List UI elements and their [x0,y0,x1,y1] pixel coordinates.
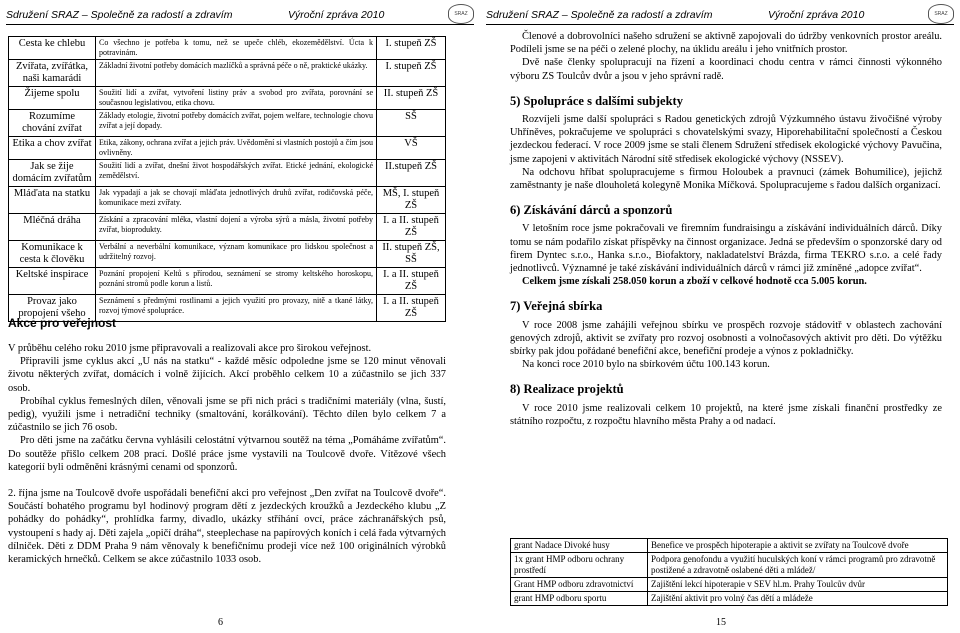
page-number: 6 [218,617,223,628]
table-row [9,137,446,160]
paragraph: V roce 2010 jsme realizovali celkem 10 projektů, na které jsme získali finanční prostředky ze státního rozpočtu, z rozpočtu hlavního města Prahy a od nadací. [510,402,942,427]
program-level: SŠ [377,110,446,137]
grant-name: 1x grant HMP odboru ochrany prostředí [511,553,648,578]
header-report: Výroční zpráva 2010 [288,9,385,21]
page-header [486,6,954,25]
program-topic: Cesta ke chlebu [9,37,96,60]
table-row [9,87,446,110]
table-row [9,160,446,187]
section-heading: 5) Spolupráce s dalšími subjekty [510,93,683,108]
grant-name: Grant HMP odboru zdravotnictví [511,578,648,592]
grant-description: Benefice ve prospěch hipoterapie a aktivit se zvířaty na Toulcově dvoře [648,539,948,553]
program-level: II.stupeň ZŠ [377,160,446,187]
paragraph: Na odchovu hříbat spolupracujeme s firmou Holoubek a pravnuci (zámek Bohumilice), jejichž zaměstnanty je naše dlouholetá kolegyně Monika Míčková. Spolupracujeme s řadou dalších organizací. [510,166,942,192]
table-row [9,60,446,87]
page-header [6,6,474,25]
program-level: I. stupeň ZŠ [377,37,446,60]
page-number: 15 [716,617,726,628]
program-level: I. a II. stupeň ZŠ [377,214,446,241]
section-heading: 6) Získávání dárců a sponzorů [510,203,673,218]
sraz-logo: SRAZ [928,4,954,24]
program-description: Základy etologie, životní potřeby domácích zvířat, pojem welfare, technologie chovu zvířat a její dopady. [96,110,377,137]
program-topic: Rozumíme chování zvířat [9,110,96,137]
paragraph: Pro děti jsme na začátku června vyhlásili celostátní výtvarnou soutěž na téma „Pomáháme zvířatům“. Do soutěže přišlo celkem 208 prací. Došlé práce jsme vystavili na Toulcově dvoře. Vítězové všech kategorií byli odměněni krásnými cenami od sponzorů. [8,435,446,473]
program-table [8,36,446,322]
section-heading: 8) Realizace projektů [510,382,624,397]
header-report: Výroční zpráva 2010 [768,9,865,21]
grant-description: Zajištění lekcí hipoterapie v SEV hl.m. Prahy Toulcův dvůr [648,578,948,592]
table-row [9,187,446,214]
table-row [9,214,446,241]
grant-description: Zajištění aktivit pro volný čas dětí a mládeže [648,592,948,606]
grant-name: grant Nadace Divoké husy [511,539,648,553]
header-org: Sdružení SRAZ – Společně za radostí a zdravím [486,9,713,21]
paragraph: Rozvíjeli jsme další spolupráci s Radou genetických zdrojů Výzkumného ústavu živočišné výroby Uhříněves, pokračujeme ve spolupráci s chovatelskými svazy, Hiporehabilitační společností a Českou jezdeckou federací. V roce 2009 jsme se stali členem Sdružení středisek ekologické výchovy Pavučina, jsme zapojeni v aktivitách Národní sítě středisek ekologické výchovy (NSSEV). [510,114,942,165]
grants-table [510,538,948,606]
paragraph: 2. října jsme na Toulcově dvoře uspořádali benefiční akci pro veřejnost „Den zvířat na Toulcově dvoře“. Součástí bohatého programu byl hodinový program dětí z jezdeckých kroužků a Jezdeckého klubu „Z pohádky do pohádky“, prohlídka farmy, divadlo, ukázky stříhání ovcí, práce záchranářských psů, vystoupení s hady aj. Děti zajela „opičí dráha“, steeplechase na papírových koních i celá řada výtvarných dílniček. Děti z DDM Praha 9 nám věnovaly k benefičnímu prodeji více než 100 originálních výrobků keramických hrnečků. Celkem se akce zúčastnilo 1033 osob. [8,488,446,566]
program-level: II. stupeň ZŠ [377,87,446,110]
paragraph: Na konci roce 2010 bylo na sbírkovém účtu 100.143 korun. [522,359,770,371]
program-topic: Komunikace k cesta k člověku [9,241,96,268]
table-row [9,110,446,137]
sraz-logo: SRAZ [448,4,474,24]
table-row [511,592,948,606]
program-description: Seznámení s předmými rostlinami a jejich využití pro provazy, nitě a tkané látky, rozvoj týmové spolupráce. [96,295,377,322]
program-description: Soužití lidí a zvířat, vytvoření listiny práv a svobod pro zvířata, porovnání se současnou legislativou, etika chovu. [96,87,377,110]
program-level: MŠ, I. stupeň ZŠ [377,187,446,214]
grant-description: Podpora genofondu a využití huculských koní v rámci programů pro zdravotně postižené a zdravotně oslabené děti a mládež/ [648,553,948,578]
program-description: Poznání propojení Keltů s přírodou, seznámení se stromy keltského horoskopu, poznání stromů podle korun a listů. [96,268,377,295]
right-page [480,0,960,633]
section-heading: 7) Veřejná sbírka [510,299,603,314]
table-row [9,37,446,60]
paragraph: Celkem jsme získali 258.050 korun a zboží v celkové hodnotě cca 5.005 korun. [522,276,867,288]
paragraph: Dvě naše členky spolupracují na řízení a koordinaci chodu centra v rámci činnosti výkonného výboru ZS Toulcův dvůr a jsou v jeho správní radě. [510,57,942,82]
section-heading: Akce pro veřejnost [8,316,117,330]
program-description: Získání a zpracování mléka, vlastní dojení a výroba sýrů a másla, životní potřeby zvířat, bioprodukty. [96,214,377,241]
program-topic: Jak se žije domácím zvířatům [9,160,96,187]
program-description: Verbální a neverbální komunikace, význam komunikace pro lidskou společnost a udržitelný rozvoj. [96,241,377,268]
grant-name: grant HMP odboru sportu [511,592,648,606]
paragraph: Připravili jsme cyklus akcí „U nás na statku“ - každé měsíc odpoledne jsme se 120 minut věnovali životu některých zvířat, domácích i volně žijících. Akcí proběhlo celkem 10 a zúčastnilo se jich 337 osob. [8,356,446,394]
table-row [511,539,948,553]
table-row [9,241,446,268]
program-description: Základní životní potřeby domácích mazlíčků a správná péče o ně, praktické ukázky. [96,60,377,87]
paragraph: V letošním roce jsme pokračovali ve firemním fundraisingu a získávání individuálních dárců. Díky tomu se nám podařilo získat příspěvky na činnost organizace. Jedná se především o sponzorské dary od firem Dyntec s.r.o., Hanka s.r.o., Biofaktory, nakladatelství Brázda, firma TEKRO s.r.o. a celé řady jednotlivců. Významné je také získávání individuálních dárců v rámci již zmíněné „adopce zvířat“. [510,223,942,275]
paragraph: Probíhal cyklus řemeslných dílen, věnovali jsme se při nich práci s tradičními materiály (vlna, šustí, pedig), využili jsme i netradiční techniky (smaltování, korálkování). Těchto dílen bylo celkem 7 a zúčastnilo se jich 76 osob. [8,395,446,434]
program-topic: Mláďata na statku [9,187,96,214]
table-row [511,578,948,592]
table-row [9,268,446,295]
paragraph: V roce 2008 jsme zahájili veřejnou sbírku ve prospěch rozvoje stádovitř v oblastech zachování genových zdrojů, aktivit se zvířaty pro rozvoj osobnosti a volnočasových aktivit pro děti. Do výtěžku sbírky pak jdou pořádané benefiční akce, benefiční prodeje a výnos z pokladničky. [510,319,942,358]
program-description: Jak vypadají a jak se chovají mláďata jednotlivých druhů zvířat, rodičovská péče, komunikace mezi zvířaty. [96,187,377,214]
program-description: Etika, zákony, ochrana zvířat a jejich práv. Uvědomění si vlastních postojů a čím jsou ovlivněny. [96,137,377,160]
program-level: I. stupeň ZŠ [377,60,446,87]
header-org: Sdružení SRAZ – Společně za radostí a zdravím [6,9,233,21]
program-topic: Mléčná dráha [9,214,96,241]
program-level: VŠ [377,137,446,160]
program-topic: Žijeme spolu [9,87,96,110]
right-body [510,30,942,428]
program-level: I. a II. stupeň ZŠ [377,268,446,295]
public-events-text [8,342,446,566]
program-topic: Keltské inspirace [9,268,96,295]
program-description: Soužití lidí a zvířat, dnešní život hospodářských zvířat. Etické jednání, ekologické zemědělství. [96,160,377,187]
program-level: I. a II. stupeň ZŠ [377,295,446,322]
program-level: II. stupeň ZŠ, SŠ [377,241,446,268]
paragraph: Členové a dobrovolníci našeho sdružení se aktivně zapojovali do údržby venkovních prostor areálu. Podíleli jsme se na péči o zelené plochy, na úklidu areálu i jeho vnitřních prostor. [510,31,942,56]
table-row [511,553,948,578]
program-topic: Zvířata, zvířátka, naši kamarádi [9,60,96,87]
paragraph: V průběhu celého roku 2010 jsme připravovali a realizovali akce pro širokou veřejnost. [8,343,372,354]
program-topic: Etika a chov zvířat [9,137,96,160]
program-topic: Provaz jako propojení všeho [9,295,96,322]
program-description: Co všechno je potřeba k tomu, než se upeče chléb, ekozemědělství. Úcta k potravinám. [96,37,377,60]
